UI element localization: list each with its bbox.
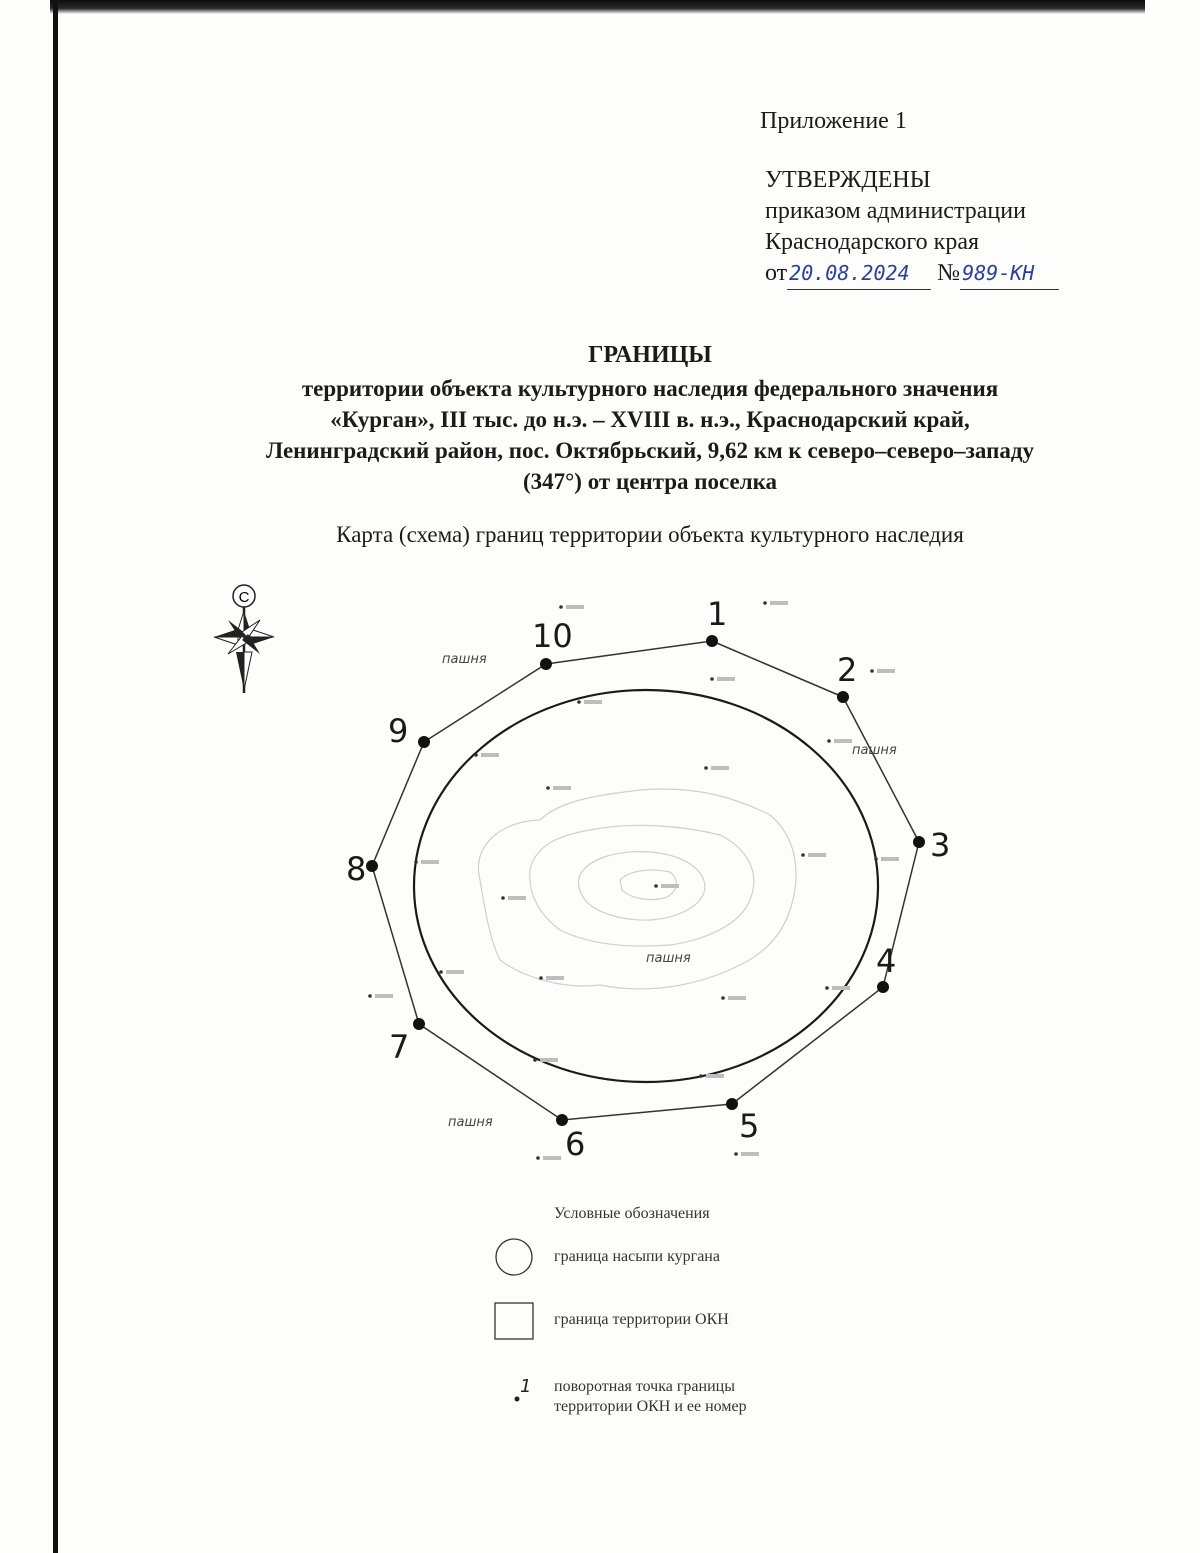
point-label-7: 7 [389, 1028, 410, 1066]
legend-point-icon [515, 1397, 520, 1402]
point-label-2: 2 [837, 651, 858, 689]
legend-square-icon [495, 1303, 533, 1339]
boundary-point-7 [413, 1018, 425, 1030]
legend-turning-point [554, 1377, 747, 1417]
title-line-3: Ленинградский район, пос. Октябрьский, 9,62 км к северо–северо–западу [265, 438, 1035, 463]
land-label-sw: пашня [448, 1115, 493, 1130]
title-line-2: «Курган», III тыс. до н.э. – XVIII в. н.э., Краснодарский край, [330, 407, 970, 432]
approval-status: УТВЕРЖДЕНЫ [765, 167, 931, 193]
approval-line-2: Краснодарского края [765, 229, 980, 255]
compass-icon [214, 585, 274, 693]
point-label-4: 4 [876, 942, 897, 980]
land-label-center: пашня [646, 951, 691, 966]
contour-lines [478, 789, 796, 989]
land-label-e: пашня [852, 743, 897, 758]
boundary-point-4 [877, 981, 889, 993]
point-label-5: 5 [739, 1107, 760, 1145]
legend-territory-boundary: граница территории ОКН [554, 1311, 729, 1328]
boundary-point-8 [366, 860, 378, 872]
point-label-3: 3 [930, 826, 951, 864]
point-label-10: 10 [532, 617, 573, 655]
elevation-marks [368, 601, 899, 1160]
boundary-point-5 [726, 1098, 738, 1110]
title-line-1: территории объекта культурного наследия федерального значения [301, 376, 999, 401]
order-number: 989-КН [962, 261, 1035, 285]
boundary-point-2 [837, 691, 849, 703]
point-label-1: 1 [707, 595, 728, 633]
boundary-point-9 [418, 736, 430, 748]
map-subtitle: Карта (схема) границ территории объекта культурного наследия [336, 522, 964, 547]
land-use-labels [442, 652, 897, 1130]
territory-boundary [372, 641, 919, 1120]
number-prefix: № [937, 260, 961, 286]
title-heading: ГРАНИЦЫ [588, 342, 712, 368]
appendix-label: Приложение 1 [760, 108, 907, 134]
date-prefix: от [765, 260, 788, 286]
boundary-point-3 [913, 836, 925, 848]
point-label-6: 6 [565, 1125, 586, 1163]
boundary-point-markers [366, 635, 925, 1126]
point-label-9: 9 [388, 712, 409, 750]
point-label-8: 8 [346, 850, 367, 888]
mound-boundary [414, 690, 878, 1082]
legend-mound-boundary: граница насыпи кургана [554, 1248, 720, 1265]
legend-turning-point-line-2: территории ОКН и ее номер [554, 1398, 747, 1415]
legend-turning-point-line-1: поворотная точка границы [554, 1378, 735, 1395]
date-value: 20.08.2024 [789, 261, 910, 285]
approval-line-1: приказом администрации [765, 198, 1026, 224]
legend-title: Условные обозначения [554, 1205, 710, 1222]
north-label: С [238, 589, 250, 606]
land-label-nw: пашня [442, 652, 487, 667]
title-line-4: (347°) от центра поселка [522, 469, 778, 494]
legend-circle-icon [496, 1239, 532, 1275]
boundary-point-1 [706, 635, 718, 647]
boundary-point-labels [346, 595, 950, 1163]
legend-point-number: 1 [520, 1376, 532, 1397]
boundary-point-10 [540, 658, 552, 670]
